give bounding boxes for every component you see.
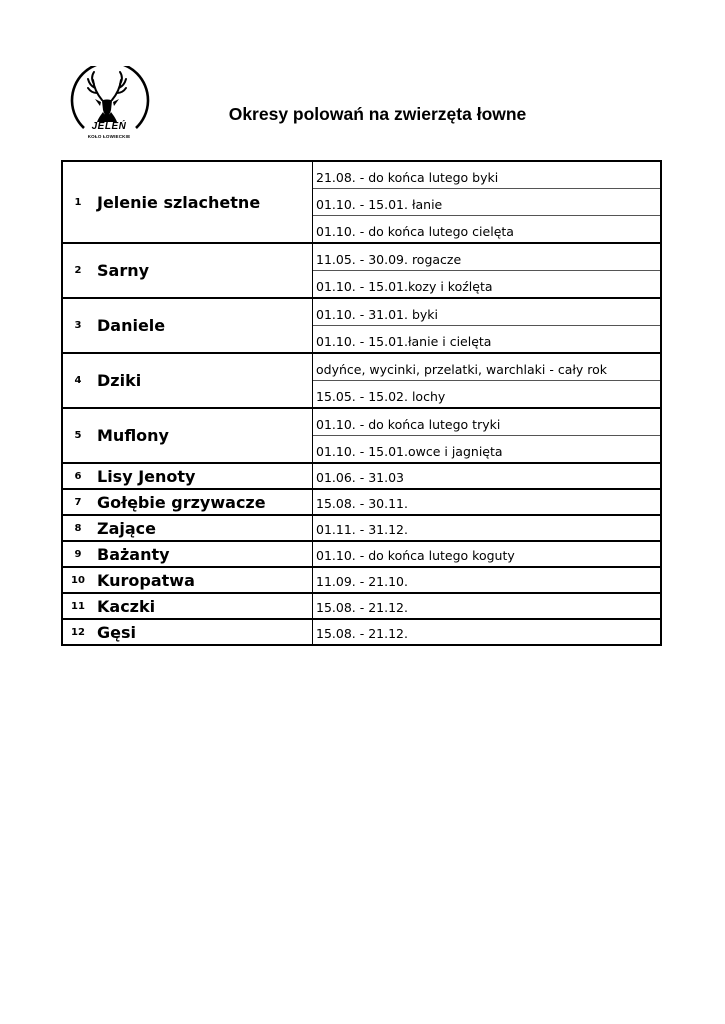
- species-name: Muflony: [93, 408, 313, 463]
- species-name: Lisy Jenoty: [93, 463, 313, 489]
- species-name: Sarny: [93, 243, 313, 298]
- table-row: [62, 593, 661, 619]
- table-row: [62, 353, 661, 381]
- season-period: 15.08. - 21.12.: [313, 593, 662, 619]
- club-logo: [66, 66, 152, 146]
- season-period: 01.11. - 31.12.: [313, 515, 662, 541]
- season-period: odyńce, wycinki, przelatki, warchlaki - cały rok: [313, 353, 662, 381]
- season-period: 15.08. - 21.12.: [313, 619, 662, 645]
- species-name: Gołębie grzywacze: [93, 489, 313, 515]
- table-row: [62, 567, 661, 593]
- row-number: 1: [62, 161, 93, 243]
- table-row: [62, 463, 661, 489]
- row-number: 11: [62, 593, 93, 619]
- row-number: 6: [62, 463, 93, 489]
- row-number: 4: [62, 353, 93, 408]
- season-period: 01.10. - 15.01.owce i jagnięta: [313, 436, 662, 464]
- row-number: 7: [62, 489, 93, 515]
- species-name: Zające: [93, 515, 313, 541]
- season-period: 01.10. - do końca lutego cielęta: [313, 216, 662, 244]
- row-number: 5: [62, 408, 93, 463]
- table-row: [62, 161, 661, 189]
- table-row: [62, 489, 661, 515]
- season-period: 01.10. - 15.01. łanie: [313, 189, 662, 216]
- season-period: 01.10. - do końca lutego koguty: [313, 541, 662, 567]
- table-row: [62, 515, 661, 541]
- season-period: 15.05. - 15.02. lochy: [313, 381, 662, 409]
- season-period: 11.09. - 21.10.: [313, 567, 662, 593]
- table-body: [62, 161, 661, 645]
- table-row: [62, 541, 661, 567]
- season-period: 15.08. - 30.11.: [313, 489, 662, 515]
- species-name: Daniele: [93, 298, 313, 353]
- row-number: 9: [62, 541, 93, 567]
- table-row: [62, 298, 661, 326]
- species-name: Jelenie szlachetne: [93, 161, 313, 243]
- logo-name: JELEŃ: [91, 121, 127, 132]
- species-name: Gęsi: [93, 619, 313, 645]
- season-period: 01.10. - 31.01. byki: [313, 298, 662, 326]
- row-number: 10: [62, 567, 93, 593]
- row-number: 3: [62, 298, 93, 353]
- table-row: [62, 408, 661, 436]
- row-number: 8: [62, 515, 93, 541]
- season-period: 21.08. - do końca lutego byki: [313, 161, 662, 189]
- season-period: 01.06. - 31.03: [313, 463, 662, 489]
- season-period: 01.10. - 15.01.kozy i koźlęta: [313, 271, 662, 299]
- page-title: Okresy polowań na zwierzęta łowne: [228, 104, 527, 124]
- hunting-seasons-table: [61, 160, 662, 646]
- season-period: 11.05. - 30.09. rogacze: [313, 243, 662, 271]
- species-name: Kuropatwa: [93, 567, 313, 593]
- species-name: Dziki: [93, 353, 313, 408]
- season-period: 01.10. - 15.01.łanie i cielęta: [313, 326, 662, 354]
- table-row: [62, 243, 661, 271]
- row-number: 12: [62, 619, 93, 645]
- species-name: Bażanty: [93, 541, 313, 567]
- species-name: Kaczki: [93, 593, 313, 619]
- logo-subtitle: KOŁO ŁOWIECKIE: [87, 134, 131, 139]
- season-period: 01.10. - do końca lutego tryki: [313, 408, 662, 436]
- row-number: 2: [62, 243, 93, 298]
- table-row: [62, 619, 661, 645]
